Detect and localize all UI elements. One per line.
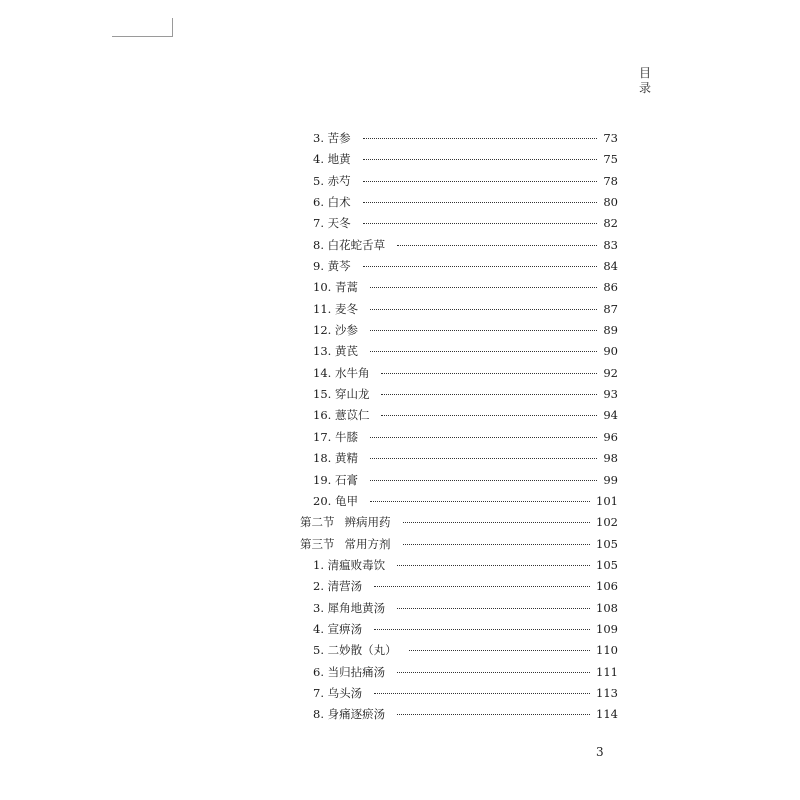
toc-entry-row[interactable] bbox=[300, 256, 618, 277]
toc-entry-row[interactable] bbox=[300, 576, 618, 597]
toc-entry-label: 13. 黄芪 bbox=[313, 344, 358, 359]
toc-entry-label: 5. 赤芍 bbox=[313, 173, 351, 188]
toc-entry-label: 6. 当归拈痛汤 bbox=[313, 664, 386, 679]
dot-leader bbox=[397, 565, 590, 566]
dot-leader bbox=[370, 480, 597, 481]
toc-entry-row[interactable] bbox=[300, 619, 618, 640]
dot-leader bbox=[363, 223, 598, 224]
dot-leader bbox=[370, 437, 597, 438]
toc-entry-label: 8. 身痛逐瘀汤 bbox=[313, 707, 386, 722]
toc-entry-label: 9. 黄芩 bbox=[313, 259, 351, 274]
toc-entry-row[interactable] bbox=[300, 470, 618, 491]
toc-entry-label: 1. 清瘟败毒饮 bbox=[313, 557, 386, 572]
toc-entry-label: 辨病用药 bbox=[344, 515, 391, 530]
dot-leader bbox=[363, 202, 598, 203]
toc-entry-row[interactable] bbox=[300, 448, 618, 469]
toc-entry-row[interactable] bbox=[300, 704, 618, 725]
toc-page-number: 114 bbox=[596, 707, 618, 722]
toc-entry-row[interactable] bbox=[300, 405, 618, 426]
toc-page-number: 75 bbox=[603, 152, 618, 167]
toc-entry-label: 17. 牛膝 bbox=[313, 429, 358, 444]
toc-page-number: 113 bbox=[596, 685, 618, 700]
toc-entry-label: 14. 水牛角 bbox=[313, 365, 370, 380]
toc-entry-label: 7. 乌头汤 bbox=[313, 685, 363, 700]
toc-section-number: 第二节 bbox=[300, 515, 335, 530]
dot-leader bbox=[374, 693, 590, 694]
dot-leader bbox=[370, 351, 597, 352]
dot-leader bbox=[397, 245, 597, 246]
dot-leader bbox=[397, 672, 590, 673]
toc-entry-label: 15. 穿山龙 bbox=[313, 387, 370, 402]
dot-leader bbox=[370, 309, 597, 310]
toc-page-number: 92 bbox=[603, 365, 618, 380]
toc-page-number: 82 bbox=[603, 216, 618, 231]
toc-entry-label: 4. 地黄 bbox=[313, 152, 351, 167]
toc-entry-row[interactable] bbox=[300, 277, 618, 298]
toc-entry-label: 11. 麦冬 bbox=[313, 301, 358, 316]
toc-entry-row[interactable] bbox=[300, 192, 618, 213]
toc-entry-row[interactable] bbox=[300, 662, 618, 683]
toc-entry-row[interactable] bbox=[300, 598, 618, 619]
toc-page-number: 84 bbox=[603, 259, 618, 274]
toc-page-number: 105 bbox=[596, 536, 618, 551]
dot-leader bbox=[403, 522, 591, 523]
toc-entry-row[interactable] bbox=[300, 128, 618, 149]
dot-leader bbox=[381, 415, 597, 416]
toc-page-number: 86 bbox=[603, 280, 618, 295]
toc-page-number: 83 bbox=[603, 237, 618, 252]
toc-entry-label: 20. 龟甲 bbox=[313, 493, 358, 508]
dot-leader bbox=[370, 330, 597, 331]
toc-section-number: 第三节 bbox=[300, 536, 335, 551]
toc-page-number: 87 bbox=[603, 301, 618, 316]
toc-entry-row[interactable] bbox=[300, 320, 618, 341]
toc-page-number: 96 bbox=[603, 429, 618, 444]
toc-entry-label: 3. 犀角地黄汤 bbox=[313, 600, 386, 615]
toc-section-row[interactable] bbox=[300, 512, 618, 533]
toc-entry-label: 18. 黄精 bbox=[313, 451, 358, 466]
running-head-char: 录 bbox=[638, 81, 651, 95]
toc-entry-label: 10. 青蒿 bbox=[313, 280, 358, 295]
toc-entry-label: 7. 天冬 bbox=[313, 216, 351, 231]
dot-leader bbox=[374, 586, 590, 587]
toc-entry-label: 5. 二妙散（丸） bbox=[313, 643, 397, 658]
toc-entry-label: 12. 沙参 bbox=[313, 323, 358, 338]
toc-page-number: 108 bbox=[596, 600, 618, 615]
toc-page-number: 94 bbox=[603, 408, 618, 423]
crop-mark bbox=[112, 18, 173, 37]
running-head-char: 目 bbox=[638, 66, 651, 80]
toc-page-number: 102 bbox=[596, 515, 618, 530]
toc-entry-label: 19. 石膏 bbox=[313, 472, 358, 487]
toc-entry-row[interactable] bbox=[300, 683, 618, 704]
toc-entry-row[interactable] bbox=[300, 640, 618, 661]
toc-page-number: 89 bbox=[603, 323, 618, 338]
toc-page-number: 73 bbox=[603, 131, 618, 145]
dot-leader bbox=[363, 138, 598, 139]
page-number: 3 bbox=[596, 745, 604, 759]
toc-entry-row[interactable] bbox=[300, 491, 618, 512]
dot-leader bbox=[370, 287, 597, 288]
toc-entry-row[interactable] bbox=[300, 149, 618, 170]
dot-leader bbox=[370, 501, 590, 502]
toc-section-row[interactable] bbox=[300, 534, 618, 555]
toc-entry-row[interactable] bbox=[300, 235, 618, 256]
toc-entry-row[interactable] bbox=[300, 363, 618, 384]
toc-page-number: 80 bbox=[603, 195, 618, 210]
dot-leader bbox=[370, 458, 597, 459]
dot-leader bbox=[363, 181, 598, 182]
dot-leader bbox=[397, 714, 590, 715]
toc-page-number: 106 bbox=[596, 579, 618, 594]
toc-entry-row[interactable] bbox=[300, 384, 618, 405]
toc-entry-row[interactable] bbox=[300, 555, 618, 576]
toc-entry-label: 常用方剂 bbox=[344, 536, 391, 551]
dot-leader bbox=[363, 266, 598, 267]
running-head bbox=[638, 66, 652, 96]
table-of-contents bbox=[300, 128, 618, 726]
toc-entry-label: 8. 白花蛇舌草 bbox=[313, 237, 386, 252]
toc-page-number: 111 bbox=[596, 664, 618, 679]
toc-page-number: 99 bbox=[603, 472, 618, 487]
toc-page-number: 101 bbox=[596, 493, 618, 508]
toc-entry-label: 16. 薏苡仁 bbox=[313, 408, 370, 423]
toc-entry-row[interactable] bbox=[300, 171, 618, 192]
toc-entry-row[interactable] bbox=[300, 299, 618, 320]
dot-leader bbox=[397, 608, 590, 609]
toc-page-number: 93 bbox=[603, 387, 618, 402]
toc-entry-label: 4. 宣痹汤 bbox=[313, 621, 363, 636]
toc-entry-label: 6. 白术 bbox=[313, 195, 351, 210]
toc-page-number: 110 bbox=[596, 643, 618, 658]
dot-leader bbox=[374, 629, 590, 630]
toc-entry-row[interactable] bbox=[300, 427, 618, 448]
toc-entry-label: 2. 清营汤 bbox=[313, 579, 363, 594]
dot-leader bbox=[363, 159, 598, 160]
toc-entry-row[interactable] bbox=[300, 341, 618, 362]
toc-page-number: 78 bbox=[603, 173, 618, 188]
toc-page-number: 109 bbox=[596, 621, 618, 636]
dot-leader bbox=[409, 650, 590, 651]
dot-leader bbox=[403, 544, 591, 545]
toc-entry-label: 3. 苦参 bbox=[313, 131, 351, 145]
toc-entry-row[interactable] bbox=[300, 213, 618, 234]
toc-page-number: 90 bbox=[603, 344, 618, 359]
toc-page-number: 105 bbox=[596, 557, 618, 572]
dot-leader bbox=[381, 394, 597, 395]
toc-page-number: 98 bbox=[603, 451, 618, 466]
dot-leader bbox=[381, 373, 597, 374]
